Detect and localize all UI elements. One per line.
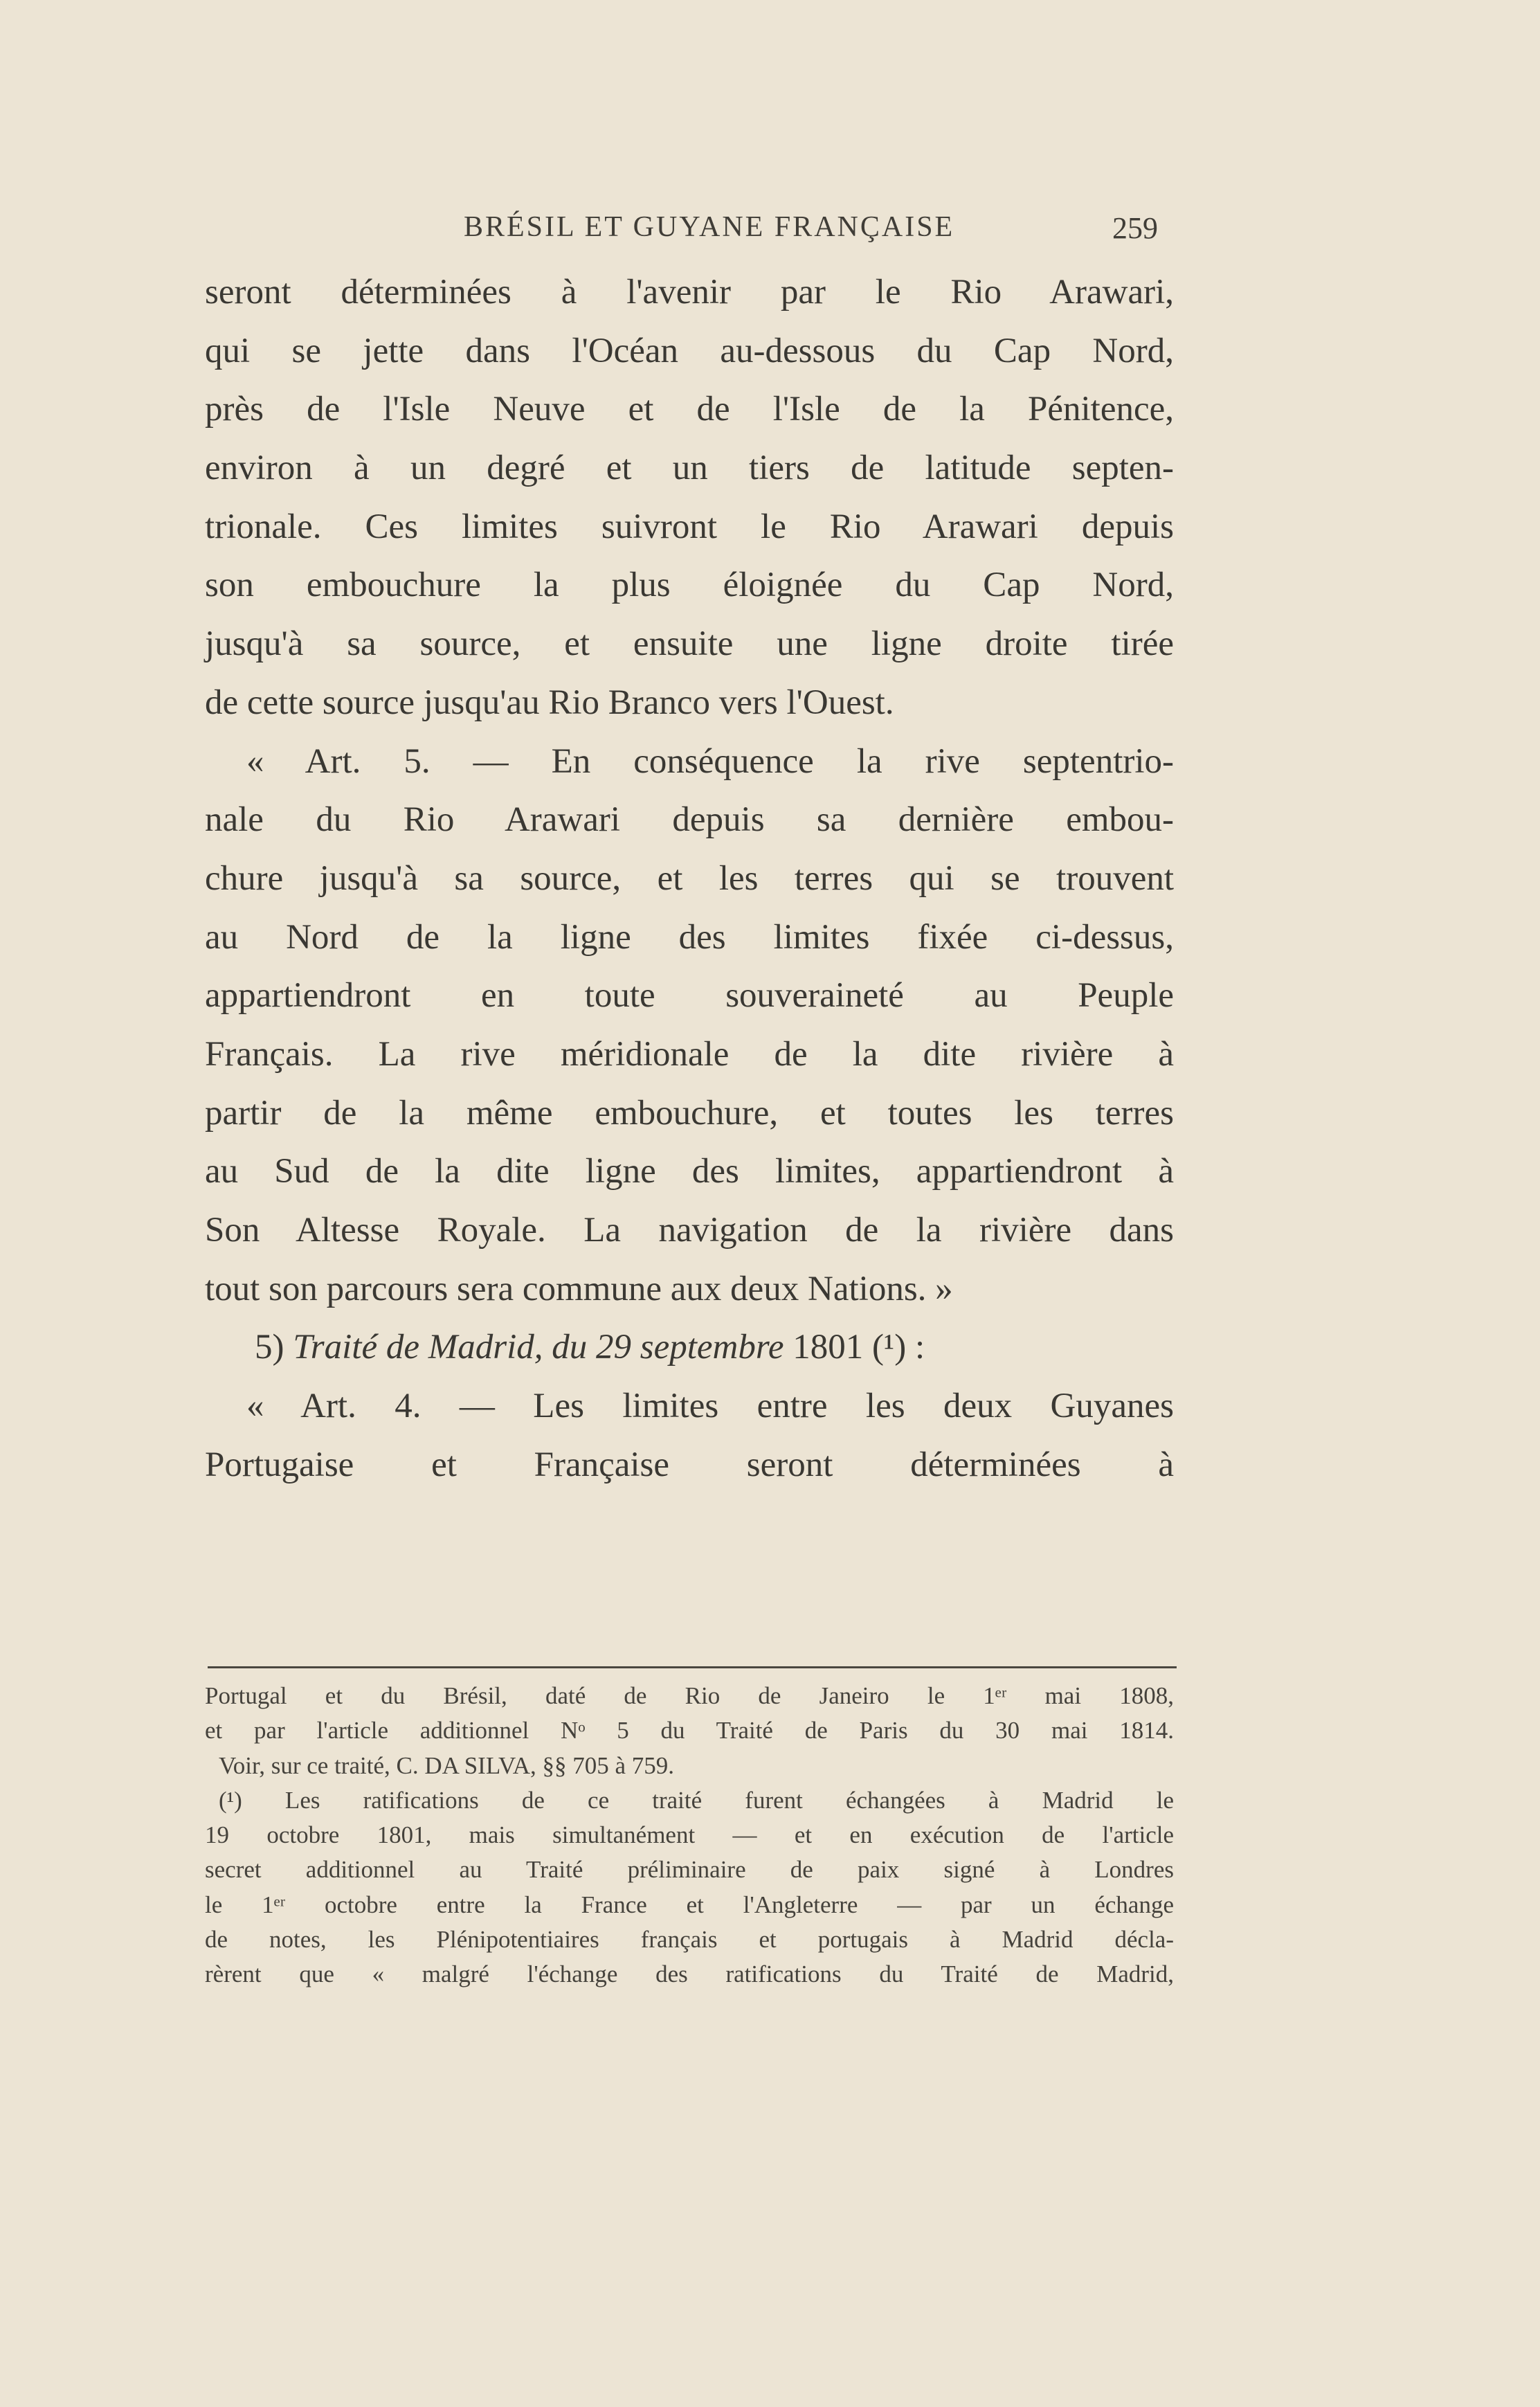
running-head <box>202 208 1171 256</box>
text-line: partir de la même embouchure, et toutes les terres <box>205 1093 1174 1133</box>
text-line: « Art. 4. — Les limites entre les deux Guyanes <box>246 1387 1174 1426</box>
text-line: Français. La rive méridionale de la dite rivière à <box>205 1034 1174 1074</box>
text-line: « Art. 5. — En conséquence la rive septentrio- <box>246 741 1174 781</box>
heading-number: 5) <box>255 1328 284 1367</box>
text-line: Son Altesse Royale. La navigation de la rivière dans <box>205 1211 1174 1250</box>
footnote-line: de notes, les Plénipotentiaires français et portugais à Madrid décla- <box>205 1926 1174 1954</box>
footnote-ref: (¹) : <box>871 1328 925 1367</box>
text-line: trionale. Ces limites suivront le Rio Arawari depuis <box>205 507 1174 546</box>
text-line: nale du Rio Arawari depuis sa dernière embou- <box>205 800 1174 840</box>
paragraph-1 <box>205 263 1174 732</box>
text-line: qui se jette dans l'Océan au-dessous du Cap Nord, <box>205 331 1174 370</box>
text-line: au Nord de la ligne des limites fixée ci-dessus, <box>205 917 1174 957</box>
paragraph-3 <box>205 1377 1174 1494</box>
footnote-divider <box>208 1666 1177 1668</box>
footnote-line: et par l'article additionnel Nᵒ 5 du Traité de Paris du 30 mai 1814. <box>205 1717 1174 1745</box>
text-line: Portugaise et Française seront déterminées à <box>205 1445 1174 1484</box>
text-line: de cette source jusqu'au Rio Branco vers l'Ouest. <box>205 683 894 722</box>
footnote-line: Voir, sur ce traité, C. DA SILVA, §§ 705 à 759. <box>219 1751 675 1779</box>
text-line: seront déterminées à l'avenir par le Rio Arawari, <box>205 273 1174 312</box>
footnotes <box>205 1679 1174 1992</box>
footnote-line: le 1ᵉʳ octobre entre la France et l'Angleterre — par un échange <box>205 1891 1174 1918</box>
text-line: près de l'Isle Neuve et de l'Isle de la Pénitence, <box>205 390 1174 429</box>
footnote-line: (¹) Les ratifications de ce traité furent échangées à Madrid le <box>219 1786 1174 1814</box>
text-line: au Sud de la dite ligne des limites, appartiendront à <box>205 1152 1174 1191</box>
running-title: BRÉSIL ET GUYANE FRANÇAISE <box>464 211 955 243</box>
footnote-line: secret additionnel au Traité préliminaire de paix signé à Londres <box>205 1856 1174 1884</box>
text-line: jusqu'à sa source, et ensuite une ligne droite tirée <box>205 624 1174 664</box>
body-text <box>205 263 1174 1494</box>
text-line: appartiendront en toute souveraineté au Peuple <box>205 976 1174 1016</box>
paragraph-2 <box>205 732 1174 1319</box>
text-line: tout son parcours sera commune aux deux Nations. » <box>205 1269 953 1308</box>
footnote-line: Portugal et du Brésil, daté de Rio de Janeiro le 1ᵉʳ mai 1808, <box>205 1682 1174 1709</box>
page-number: 259 <box>1112 211 1158 245</box>
heading-title: Traité de Madrid, du 29 septembre <box>293 1328 784 1367</box>
section-heading <box>205 1318 1174 1377</box>
text-line: environ à un degré et un tiers de latitude septen- <box>205 449 1174 488</box>
footnote-line: rèrent que « malgré l'échange des ratifications du Traité de Madrid, <box>205 1960 1174 1988</box>
heading-year: 1801 <box>792 1328 864 1367</box>
footnote-line: 19 octobre 1801, mais simultanément — et en exécution de l'article <box>205 1821 1174 1849</box>
text-line: son embouchure la plus éloignée du Cap Nord, <box>205 566 1174 605</box>
text-line: chure jusqu'à sa source, et les terres qui se trouvent <box>205 858 1174 898</box>
